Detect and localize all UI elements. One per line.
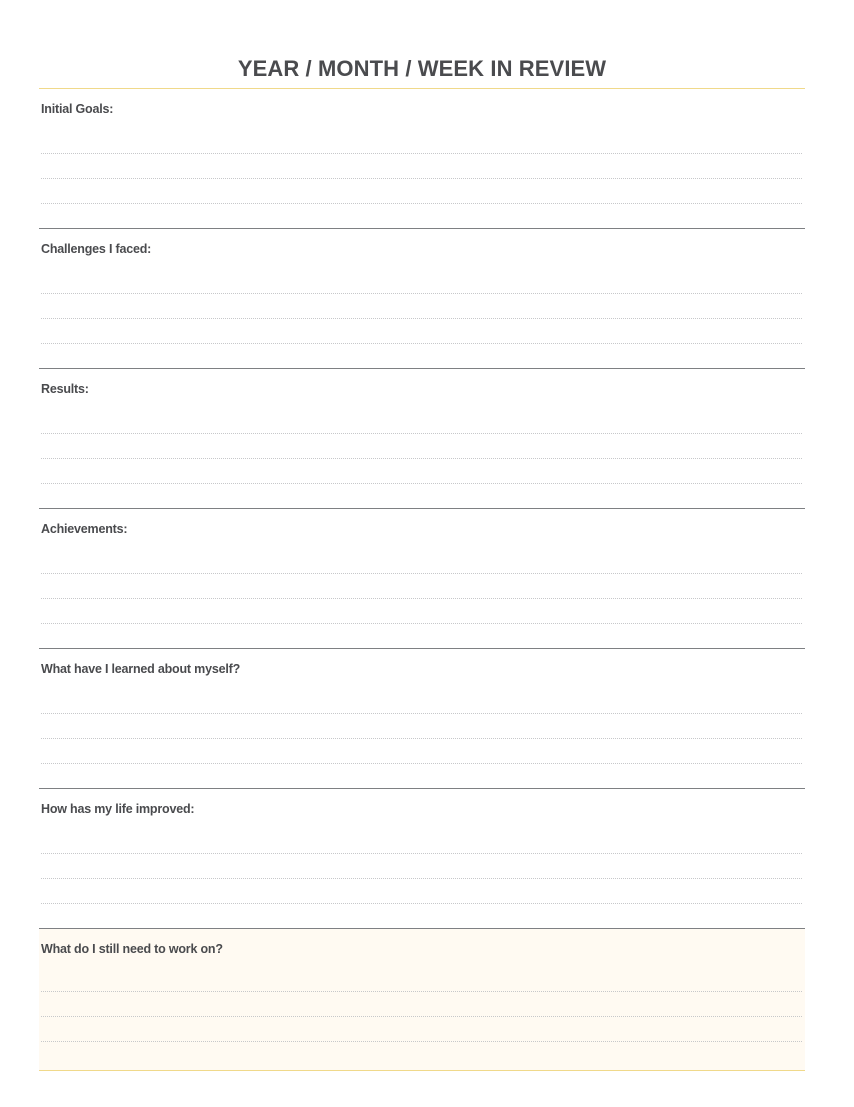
section-label: How has my life improved:	[41, 802, 195, 816]
writing-line[interactable]	[41, 318, 802, 319]
section-label: Challenges I faced:	[41, 242, 152, 256]
writing-line[interactable]	[41, 598, 802, 599]
writing-line[interactable]	[41, 153, 802, 154]
writing-line[interactable]	[41, 573, 802, 574]
section-life-improved	[39, 789, 805, 929]
section-label: What have I learned about myself?	[41, 662, 241, 676]
writing-line[interactable]	[41, 343, 802, 344]
section-results	[39, 369, 805, 509]
section-challenges	[39, 229, 805, 369]
section-label: Results:	[41, 382, 89, 396]
writing-line[interactable]	[41, 763, 802, 764]
section-achievements	[39, 509, 805, 649]
section-label: Achievements:	[41, 522, 128, 536]
writing-line[interactable]	[41, 293, 802, 294]
section-label: Initial Goals:	[41, 102, 114, 116]
writing-line[interactable]	[41, 853, 802, 854]
writing-line[interactable]	[41, 458, 802, 459]
section-still-need-to-work-on	[39, 929, 805, 1071]
writing-line[interactable]	[41, 878, 802, 879]
writing-line[interactable]	[41, 623, 802, 624]
page-title: YEAR / MONTH / WEEK IN REVIEW	[237, 56, 607, 81]
writing-line[interactable]	[41, 203, 802, 204]
writing-line[interactable]	[41, 178, 802, 179]
writing-line[interactable]	[41, 991, 802, 992]
writing-line[interactable]	[41, 903, 802, 904]
section-learned-about-myself	[39, 649, 805, 789]
review-sections	[39, 89, 805, 1071]
writing-line[interactable]	[41, 1041, 802, 1042]
writing-line[interactable]	[41, 738, 802, 739]
writing-line[interactable]	[41, 483, 802, 484]
writing-line[interactable]	[41, 1016, 802, 1017]
section-initial-goals	[39, 89, 805, 229]
writing-line[interactable]	[41, 433, 802, 434]
writing-line[interactable]	[41, 713, 802, 714]
section-label: What do I still need to work on?	[41, 942, 223, 956]
